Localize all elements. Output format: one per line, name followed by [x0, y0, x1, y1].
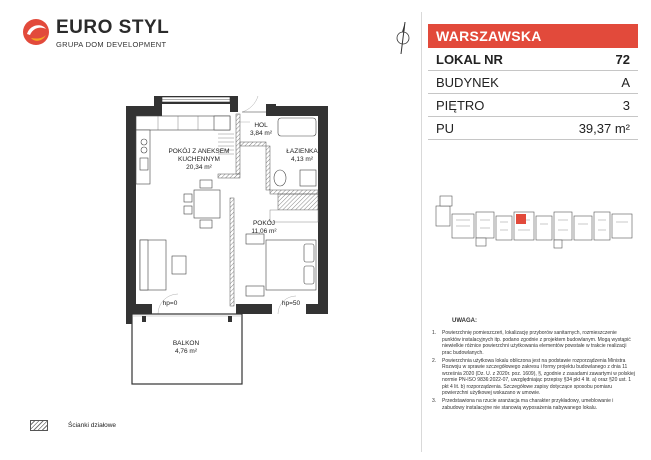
room-living — [156, 148, 242, 172]
info-label: PU — [436, 120, 455, 136]
street-title: WARSZAWSKA — [428, 24, 638, 48]
room-name: POKÓJ Z ANEKSEM — [168, 148, 230, 155]
apartment-info — [428, 24, 638, 140]
brand-logo — [22, 16, 170, 56]
info-value: A — [621, 74, 630, 90]
north-arrow-icon — [392, 20, 414, 56]
threshold-label: hp=0 — [162, 300, 178, 307]
floor-plan-drawing — [118, 90, 338, 438]
note-number: 2. — [432, 358, 437, 365]
legend — [30, 420, 116, 431]
note-number: 3. — [432, 398, 437, 405]
info-label: BUDYNEK — [436, 74, 499, 90]
info-row-building — [428, 71, 638, 94]
room-area: 4,13 m² — [290, 156, 314, 163]
info-label: LOKAL NR — [436, 51, 503, 67]
room-name: POKÓJ — [252, 220, 276, 227]
threshold-label: hp=50 — [281, 300, 301, 307]
room-area: 11,06 m² — [251, 228, 277, 235]
info-label: PIĘTRO — [436, 97, 485, 113]
note-item — [432, 358, 636, 396]
room-bedroom — [244, 220, 284, 236]
room-area: 4,76 m² — [174, 348, 198, 355]
room-name: BALKON — [172, 340, 200, 347]
building-key-plan — [432, 186, 638, 264]
note-text: Powierzchnia użytkowa lokalu obliczona jest na podstawie rozporządzenia Ministra Rozwoju w sprawie szczegółowego zakresu i formy projektu budowlanego z dnia 11 września 2020 (Dz. U. z 2020r. poz. 1609), §, zgodnie z zasadami zawartymi w polskiej normie PN-ISO 9836:2022-07, uwzględniając przepisy §34 pkt 4 lit. a) oraz §20 ust. 1 pkt 4 lit. b) rozporządzenia. Szczegółowe zapisy dotyczące sposobu pomiaru powierzchni użytkowej wskazano w umowie. — [442, 358, 635, 397]
notes-section — [432, 318, 636, 413]
floor-plan — [118, 90, 338, 438]
info-value: 39,37 m² — [578, 120, 630, 136]
note-text: Powierzchnię pomieszczeń, lokalizację przyborów sanitarnych, rozmieszczenie punktów instalacyjnych itp. podano zgodnie z projektem budowlanym. Mogą wystąpić niewielkie różnice powierzchni użytkowania elementów powstałe w trakcie realizacji prac budowlanych. — [442, 330, 631, 356]
room-area: 20,34 m² — [186, 164, 212, 171]
note-item — [432, 330, 636, 356]
note-text: Przedstawiona na rzucie aranżacja ma charakter przykładowy, umeblowanie i zabudowy instalacyjne nie stanowią wyposażenia nabywanego lokalu. — [442, 398, 614, 411]
vertical-divider — [421, 12, 422, 452]
room-balcony — [166, 340, 206, 356]
info-row-floor — [428, 94, 638, 117]
brand-name: EURO STYL — [56, 17, 170, 38]
info-value: 3 — [622, 97, 630, 113]
info-row-unit — [428, 48, 638, 71]
room-name: HOL — [254, 122, 268, 129]
note-number: 1. — [432, 330, 437, 337]
partition-wall-swatch — [30, 420, 48, 431]
info-row-area — [428, 117, 638, 140]
info-value: 72 — [615, 51, 630, 67]
note-item — [432, 398, 636, 411]
brand-tagline: GRUPA DOM DEVELOPMENT — [56, 40, 167, 49]
room-name-2: KUCHENNYM — [178, 156, 220, 163]
legend-label: Ścianki działowe — [68, 422, 117, 429]
room-hall — [246, 122, 276, 138]
room-area: 3,84 m² — [249, 130, 273, 137]
notes-title: UWAGA: — [452, 318, 477, 324]
logo-swirl-icon — [22, 18, 50, 46]
room-bathroom — [282, 148, 322, 164]
room-name: ŁAZIENKA — [286, 148, 318, 155]
